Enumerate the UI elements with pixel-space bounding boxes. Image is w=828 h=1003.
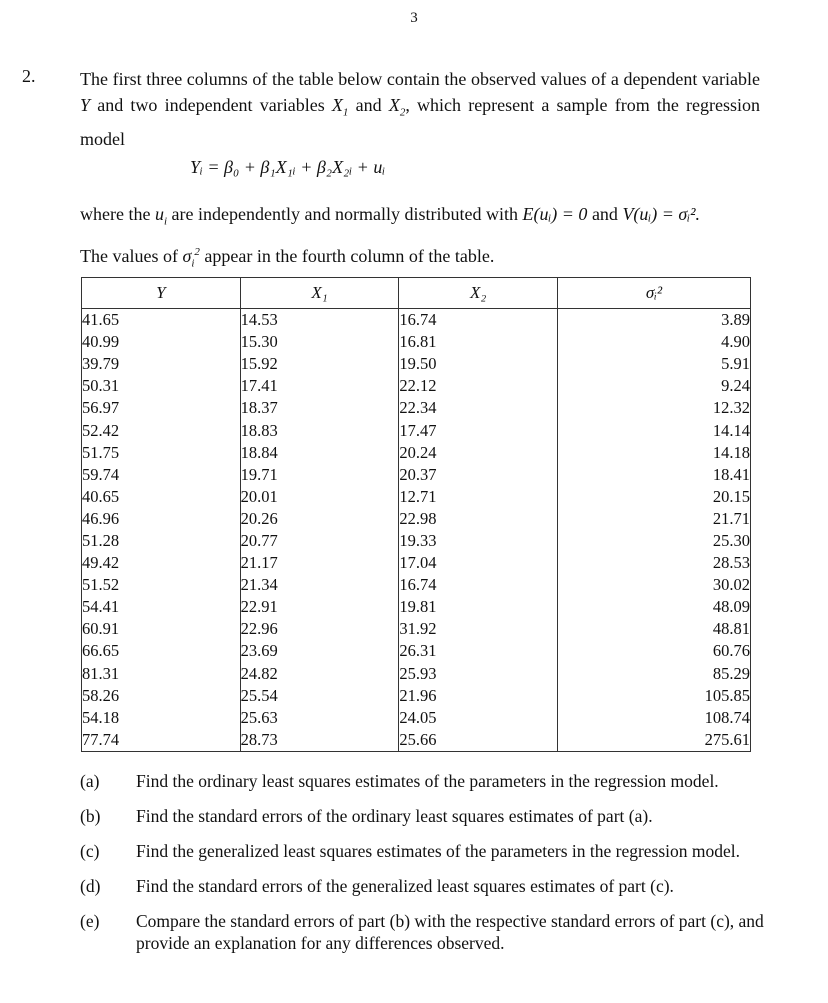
- cell-x1: 18.37: [240, 397, 399, 419]
- cell-y: 59.74: [82, 464, 241, 486]
- intro-text-3: and: [355, 95, 382, 115]
- table-row: [82, 442, 751, 464]
- var-x1: $X_1$: [331, 95, 349, 119]
- page-number: 3: [410, 10, 418, 26]
- cell-sigma: 18.41: [557, 464, 750, 486]
- cell-y: 51.52: [82, 574, 241, 596]
- part-text: Compare the standard errors of part (b) with the respective standard errors of part (c), and provide an explanation for any differences observed.: [136, 911, 764, 953]
- part-label: (a): [80, 771, 100, 791]
- cell-x2: 22.98: [399, 508, 558, 530]
- cell-x2: 21.96: [399, 685, 558, 707]
- header-x1: X₁: [240, 278, 399, 309]
- cell-x2: 17.04: [399, 552, 558, 574]
- part-d: [80, 875, 770, 897]
- cell-x2: 31.92: [399, 618, 558, 640]
- regression-equation: Yᵢ = β₀ + β₁X₁ᵢ + β₂X₂ᵢ + uᵢ: [190, 157, 386, 177]
- cell-y: 46.96: [82, 508, 241, 530]
- table-row: [82, 309, 751, 332]
- part-c: [80, 840, 770, 862]
- cell-x1: 20.26: [240, 508, 399, 530]
- cell-x1: 24.82: [240, 663, 399, 685]
- table-row: [82, 419, 751, 441]
- cell-x2: 22.34: [399, 397, 558, 419]
- cell-sigma: 25.30: [557, 530, 750, 552]
- cell-x2: 19.33: [399, 530, 558, 552]
- var-u: $u_i$: [154, 204, 168, 228]
- table-row: [82, 530, 751, 552]
- cell-sigma: 60.76: [557, 640, 750, 662]
- cell-x1: 28.73: [240, 729, 399, 752]
- cell-y: 51.28: [82, 530, 241, 552]
- table-row: [82, 685, 751, 707]
- cell-x2: 20.24: [399, 442, 558, 464]
- table-row: [82, 640, 751, 662]
- cell-x2: 17.47: [399, 419, 558, 441]
- cell-x2: 16.81: [399, 331, 558, 353]
- cell-y: 56.97: [82, 397, 241, 419]
- table-row: [82, 663, 751, 685]
- cell-sigma: 14.18: [557, 442, 750, 464]
- cell-sigma: 5.91: [557, 353, 750, 375]
- cell-x1: 20.77: [240, 530, 399, 552]
- table-row: [82, 596, 751, 618]
- variance-expr: V(uᵢ) = σᵢ².: [622, 204, 701, 224]
- cell-y: 58.26: [82, 685, 241, 707]
- table-row: [82, 508, 751, 530]
- cell-x1: 23.69: [240, 640, 399, 662]
- cell-y: 51.75: [82, 442, 241, 464]
- cell-y: 52.42: [82, 419, 241, 441]
- cell-x1: 15.30: [240, 331, 399, 353]
- where-text-4: The values of: [80, 245, 178, 266]
- part-label: (b): [80, 806, 101, 826]
- table-row: [82, 353, 751, 375]
- part-text: Find the standard errors of the generalized least squares estimates of part (c).: [136, 876, 674, 896]
- table-body: [82, 309, 751, 752]
- intro-text-4: , which represent a sample from the regression model: [80, 95, 761, 149]
- cell-x1: 14.53: [240, 309, 399, 332]
- table-row: [82, 574, 751, 596]
- part-text: Find the standard errors of the ordinary least squares estimates of part (a).: [136, 806, 653, 826]
- cell-sigma: 275.61: [557, 729, 750, 752]
- cell-y: 81.31: [82, 663, 241, 685]
- cell-sigma: 30.02: [557, 574, 750, 596]
- cell-x1: 21.34: [240, 574, 399, 596]
- cell-y: 54.41: [82, 596, 241, 618]
- error-assumptions: [80, 199, 760, 278]
- table-row: [82, 552, 751, 574]
- cell-sigma: 3.89: [557, 309, 750, 332]
- question-parts: [80, 770, 770, 967]
- table-row: [82, 707, 751, 729]
- question-number: 2.: [22, 66, 36, 86]
- cell-x1: 18.83: [240, 419, 399, 441]
- cell-y: 54.18: [82, 707, 241, 729]
- cell-sigma: 21.71: [557, 508, 750, 530]
- part-label: (e): [80, 911, 100, 931]
- table-row: [82, 618, 751, 640]
- cell-y: 66.65: [82, 640, 241, 662]
- table-header-row: [82, 278, 751, 309]
- cell-y: 49.42: [82, 552, 241, 574]
- cell-sigma: 105.85: [557, 685, 750, 707]
- cell-x1: 22.91: [240, 596, 399, 618]
- cell-x1: 15.92: [240, 353, 399, 375]
- cell-y: 60.91: [82, 618, 241, 640]
- header-x2: X₂: [399, 278, 558, 309]
- cell-sigma: 14.14: [557, 419, 750, 441]
- table-row: [82, 375, 751, 397]
- cell-y: 40.99: [82, 331, 241, 353]
- cell-sigma: 85.29: [557, 663, 750, 685]
- cell-y: 40.65: [82, 486, 241, 508]
- where-text-1: where the: [80, 204, 151, 224]
- table-row: [82, 729, 751, 752]
- table-row: [82, 331, 751, 353]
- cell-x2: 19.81: [399, 596, 558, 618]
- part-b: [80, 805, 770, 827]
- cell-sigma: 20.15: [557, 486, 750, 508]
- cell-x2: 25.66: [399, 729, 558, 752]
- intro-text-2: and two independent variables: [97, 95, 325, 115]
- cell-x2: 25.93: [399, 663, 558, 685]
- cell-x2: 20.37: [399, 464, 558, 486]
- cell-y: 50.31: [82, 375, 241, 397]
- where-text-2: are independently and normally distributed with: [171, 204, 518, 224]
- cell-x2: 12.71: [399, 486, 558, 508]
- cell-x2: 16.74: [399, 309, 558, 332]
- cell-x2: 16.74: [399, 574, 558, 596]
- question-intro: [80, 66, 760, 152]
- cell-x2: 22.12: [399, 375, 558, 397]
- cell-x1: 20.01: [240, 486, 399, 508]
- cell-y: 41.65: [82, 309, 241, 332]
- expectation-expr: E(uᵢ) = 0: [522, 204, 588, 224]
- header-y: Y: [82, 278, 241, 309]
- cell-x2: 19.50: [399, 353, 558, 375]
- cell-x1: 21.17: [240, 552, 399, 574]
- header-sigma: σᵢ²: [557, 278, 750, 309]
- cell-sigma: 48.09: [557, 596, 750, 618]
- data-table: [81, 277, 751, 752]
- cell-y: 77.74: [82, 729, 241, 752]
- part-text: Find the ordinary least squares estimates of the parameters in the regression model.: [136, 771, 719, 791]
- cell-sigma: 28.53: [557, 552, 750, 574]
- cell-x1: 19.71: [240, 464, 399, 486]
- var-x2: $X_2$: [388, 95, 406, 119]
- cell-x1: 25.63: [240, 707, 399, 729]
- where-text-3: and: [591, 204, 618, 224]
- cell-sigma: 9.24: [557, 375, 750, 397]
- cell-y: 39.79: [82, 353, 241, 375]
- part-e: [80, 910, 770, 954]
- cell-x1: 18.84: [240, 442, 399, 464]
- part-a: [80, 770, 770, 792]
- cell-sigma: 48.81: [557, 618, 750, 640]
- part-label: (d): [80, 876, 101, 896]
- where-text-5: appear in the fourth column of the table.: [204, 245, 495, 266]
- table-row: [82, 397, 751, 419]
- part-text: Find the generalized least squares estimates of the parameters in the regression model.: [136, 841, 741, 861]
- table-row: [82, 486, 751, 508]
- var-sigma: $\sigma_i^2$: [182, 245, 200, 270]
- table-row: [82, 464, 751, 486]
- cell-sigma: 12.32: [557, 397, 750, 419]
- cell-x2: 26.31: [399, 640, 558, 662]
- cell-x2: 24.05: [399, 707, 558, 729]
- cell-x1: 17.41: [240, 375, 399, 397]
- intro-text-1: The first three columns of the table below contain the observed values of a dependent variable: [80, 69, 760, 89]
- cell-x1: 25.54: [240, 685, 399, 707]
- cell-sigma: 4.90: [557, 331, 750, 353]
- var-y: Y: [80, 95, 91, 115]
- cell-x1: 22.96: [240, 618, 399, 640]
- part-label: (c): [80, 841, 100, 861]
- cell-sigma: 108.74: [557, 707, 750, 729]
